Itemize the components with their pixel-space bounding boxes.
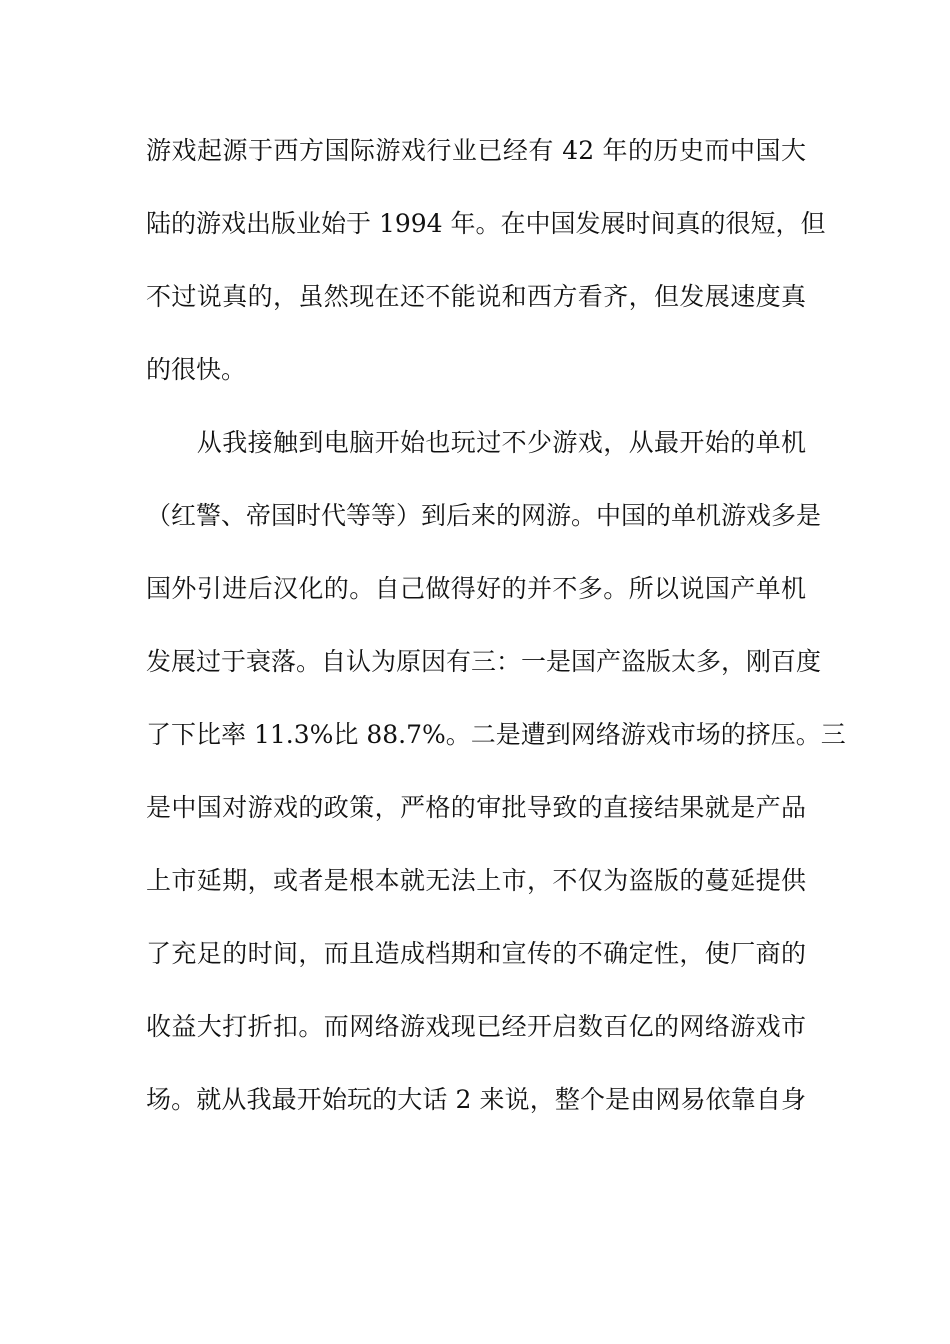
paragraph-line: 从我接触到电脑开始也玩过不少游戏，从最开始的单机 — [146, 428, 806, 457]
paragraph-line: （红警、帝国时代等等）到后来的网游。中国的单机游戏多是 — [146, 501, 822, 530]
paragraph-2 — [146, 422, 846, 1152]
paragraph-line: 收益大打折扣。而网络游戏现已经开启数百亿的网络游戏市 — [146, 1012, 806, 1041]
paragraph-1 — [146, 130, 826, 422]
paragraph-line: 场。就从我最开始玩的大话 2 来说，整个是由网易依靠自身 — [146, 1085, 806, 1114]
paragraph-line: 发展过于衰落。自认为原因有三：一是国产盗版太多，刚百度 — [146, 647, 822, 676]
paragraph-line: 的很快。 — [146, 355, 247, 384]
paragraph-line: 国外引进后汉化的。自己做得好的并不多。所以说国产单机 — [146, 574, 806, 603]
paragraph-line: 不过说真的，虽然现在还不能说和西方看齐，但发展速度真 — [146, 282, 806, 311]
paragraph-line: 游戏起源于西方国际游戏行业已经有 42 年的历史而中国大 — [146, 136, 806, 165]
paragraph-line: 陆的游戏出版业始于 1994 年。在中国发展时间真的很短，但 — [146, 209, 826, 238]
paragraph-line: 了充足的时间，而且造成档期和宣传的不确定性，使厂商的 — [146, 939, 806, 968]
paragraph-line: 是中国对游戏的政策，严格的审批导致的直接结果就是产品 — [146, 793, 806, 822]
paragraph-line: 上市延期，或者是根本就无法上市，不仅为盗版的蔓延提供 — [146, 866, 806, 895]
paragraph-line: 了下比率 11.3%比 88.7%。二是遭到网络游戏市场的挤压。三 — [146, 720, 846, 749]
